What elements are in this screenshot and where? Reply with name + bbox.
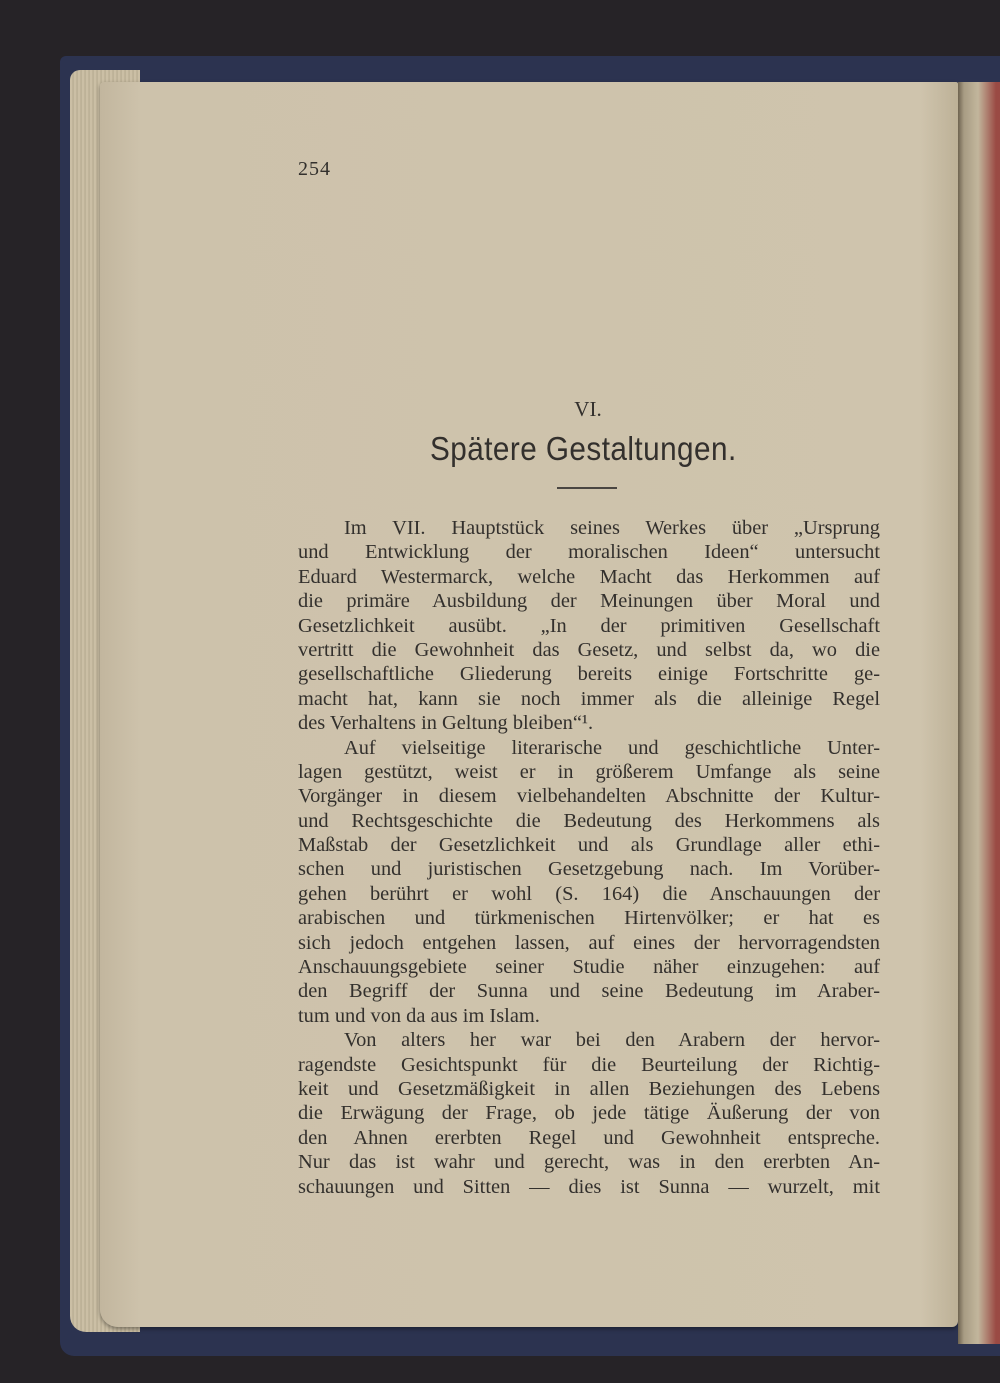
text-line: und Entwicklung der moralischen Ideen“ untersucht (298, 541, 880, 564)
text-line: Anschauungsgebiete seiner Studie näher einzugehen: auf (298, 956, 880, 979)
text-line: die Erwägung der Frage, ob jede tätige Äußerung der von (298, 1102, 880, 1125)
title-rule (557, 487, 617, 489)
text-line: gesellschaftliche Gliederung bereits einige Fortschritte ge- (298, 663, 880, 686)
text-line: vertritt die Gewohnheit das Gesetz, und selbst da, wo die (298, 638, 880, 661)
text-line: den Begriff der Sunna und seine Bedeutung im Araber- (298, 980, 880, 1003)
book-gutter (958, 82, 1000, 1344)
chapter-number: VI. (574, 397, 602, 421)
text-line: tum und von da aus im Islam. (298, 1004, 540, 1027)
text-line: Nur das ist wahr und gerecht, was in den ererbten An- (298, 1151, 880, 1174)
text-line: des Verhaltens in Geltung bleiben“¹. (298, 712, 594, 735)
text-line: keit und Gesetzmäßigkeit in allen Beziehungen des Lebens (298, 1077, 880, 1100)
text-line: Gesetzlichkeit ausübt. „In der primitiven Gesellschaft (298, 614, 880, 637)
text-line: Im VII. Hauptstück seines Werkes über „Ursprung (344, 517, 880, 539)
text-line: und Rechtsgeschichte die Bedeutung des Herkommens als (298, 809, 880, 832)
text-line: ragendste Gesichtspunkt für die Beurteilung der Richtig- (298, 1053, 880, 1076)
text-line: gehen berührt er wohl (S. 164) die Anschauungen der (298, 882, 880, 905)
text-line: macht hat, kann sie noch immer als die alleinige Regel (298, 687, 880, 710)
text-line: Auf vielseitige literarische und geschichtliche Unter- (344, 736, 880, 759)
chapter-title: Spätere Gestaltungen. (430, 430, 737, 467)
text-line: lagen gestützt, weist er in größerem Umfange als seine (298, 760, 880, 783)
text-line: sich jedoch entgehen lassen, auf eines der hervorragendsten (298, 931, 880, 954)
page-number: 254 (298, 158, 331, 180)
text-line: die primäre Ausbildung der Meinungen über Moral und (298, 590, 880, 613)
text-line: Eduard Westermarck, welche Macht das Herkommen auf (298, 565, 880, 588)
text-line: den Ahnen ererbten Regel und Gewohnheit entspreche. (298, 1126, 880, 1149)
text-line: Vorgänger in diesem vielbehandelten Abschnitte der Kultur- (298, 785, 880, 808)
text-line: Von alters her war bei den Arabern der hervor- (344, 1029, 880, 1052)
text-line: Maßstab der Gesetzlichkeit und als Grundlage aller ethi- (298, 834, 880, 857)
text-line: schen und juristischen Gesetzgebung nach. Im Vorüber- (298, 858, 880, 881)
text-line: arabischen und türkmenischen Hirtenvölker; er hat es (298, 907, 880, 930)
text-line: schauungen und Sitten — dies ist Sunna — wurzelt, mit (298, 1175, 880, 1198)
body-text (298, 516, 880, 1199)
